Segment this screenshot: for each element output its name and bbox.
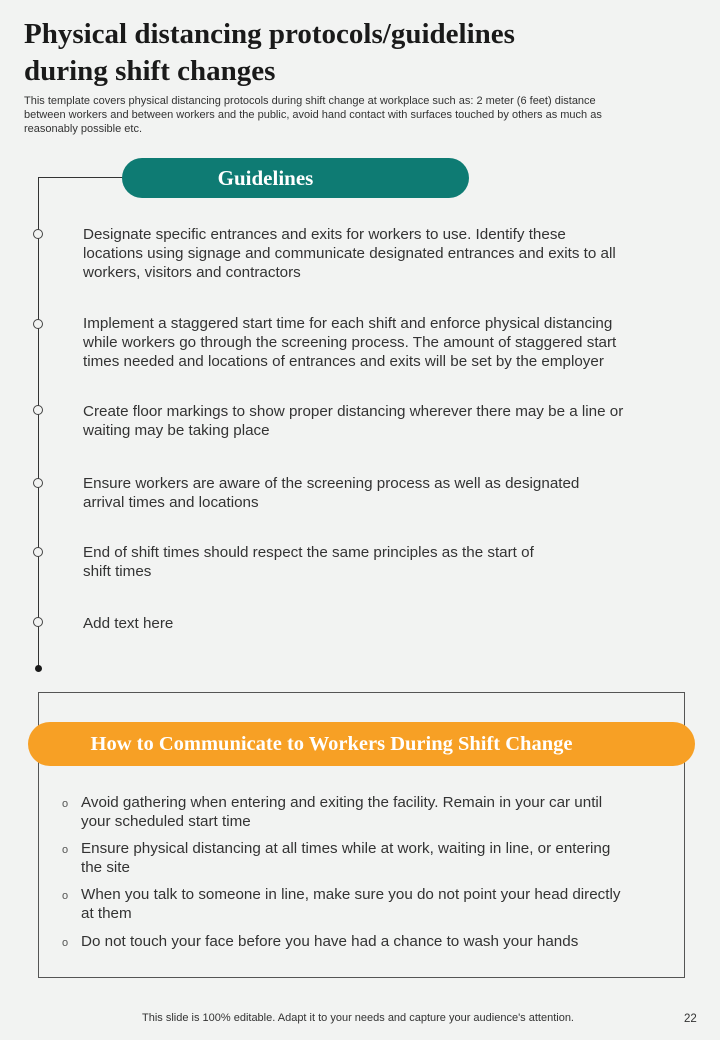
guideline-line: locations using signage and communicate designated entrances and exits to all [83,245,616,262]
guideline-item [83,614,673,633]
guideline-line: Ensure workers are aware of the screening process as well as designated [83,475,580,492]
communicate-line: your scheduled start time [81,813,251,830]
communicate-item [81,793,671,831]
communicate-line: Do not touch your face before you have had a chance to wash your hands [81,933,579,950]
timeline-line [38,177,39,669]
subtitle-line-3: reasonably possible etc. [24,123,143,135]
guideline-line: Implement a staggered start time for each shift and enforce physical distancing [83,315,613,332]
timeline-node [33,229,43,239]
guideline-line: waiting may be taking place [83,422,270,439]
communicate-line: Avoid gathering when entering and exiting the facility. Remain in your car until [81,794,603,811]
guideline-line: Designate specific entrances and exits for workers to use. Identify these [83,226,566,243]
guideline-line: Create floor markings to show proper distancing wherever there may be a line or [83,403,624,420]
bullet-icon: o [62,937,69,949]
guideline-item [83,474,673,512]
subtitle-line-2: between workers and between workers and the public, avoid hand contact with surfaces touched by others as much as [24,109,602,121]
guideline-line: arrival times and locations [83,494,259,511]
guideline-line: times needed and locations of entrances and exits will be set by the employer [83,353,604,370]
timeline-node [33,405,43,415]
page-title-line-1: Physical distancing protocols/guidelines [24,18,515,50]
page-title-line-2: during shift changes [24,55,276,87]
guideline-item [83,225,673,282]
communicate-line: at them [81,905,132,922]
guideline-line: workers, visitors and contractors [83,264,301,281]
timeline-end-dot [35,665,42,672]
footer-text: This slide is 100% editable. Adapt it to your needs and capture your audience's attention. [142,1012,574,1024]
communicate-item [81,885,671,923]
communicate-item [81,932,671,951]
bullet-icon: o [62,890,69,902]
bullet-icon: o [62,844,69,856]
timeline-node [33,319,43,329]
page-title [24,16,684,90]
page-number: 22 [684,1013,697,1025]
timeline-node [33,478,43,488]
guideline-line: Add text here [83,615,174,632]
communicate-line: the site [81,859,130,876]
subtitle-line-1: This template covers physical distancing protocols during shift change at workplace such as: 2 meter (6 feet) distance [24,95,596,107]
page-subtitle [24,94,684,136]
timeline-connector [38,177,124,178]
guideline-line: shift times [83,563,152,580]
guidelines-heading: Guidelines [122,158,469,198]
communicate-heading: How to Communicate to Workers During Shift Change [28,722,695,766]
communicate-item [81,839,671,877]
timeline-node [33,617,43,627]
guideline-item [83,402,673,440]
timeline-node [33,547,43,557]
guideline-line: End of shift times should respect the same principles as the start of [83,544,534,561]
guideline-item [83,543,673,581]
guideline-line: while workers go through the screening process. The amount of staggered start [83,334,617,351]
guideline-item [83,314,673,371]
communicate-line: When you talk to someone in line, make sure you do not point your head directly [81,886,621,903]
communicate-line: Ensure physical distancing at all times while at work, waiting in line, or entering [81,840,611,857]
bullet-icon: o [62,798,69,810]
